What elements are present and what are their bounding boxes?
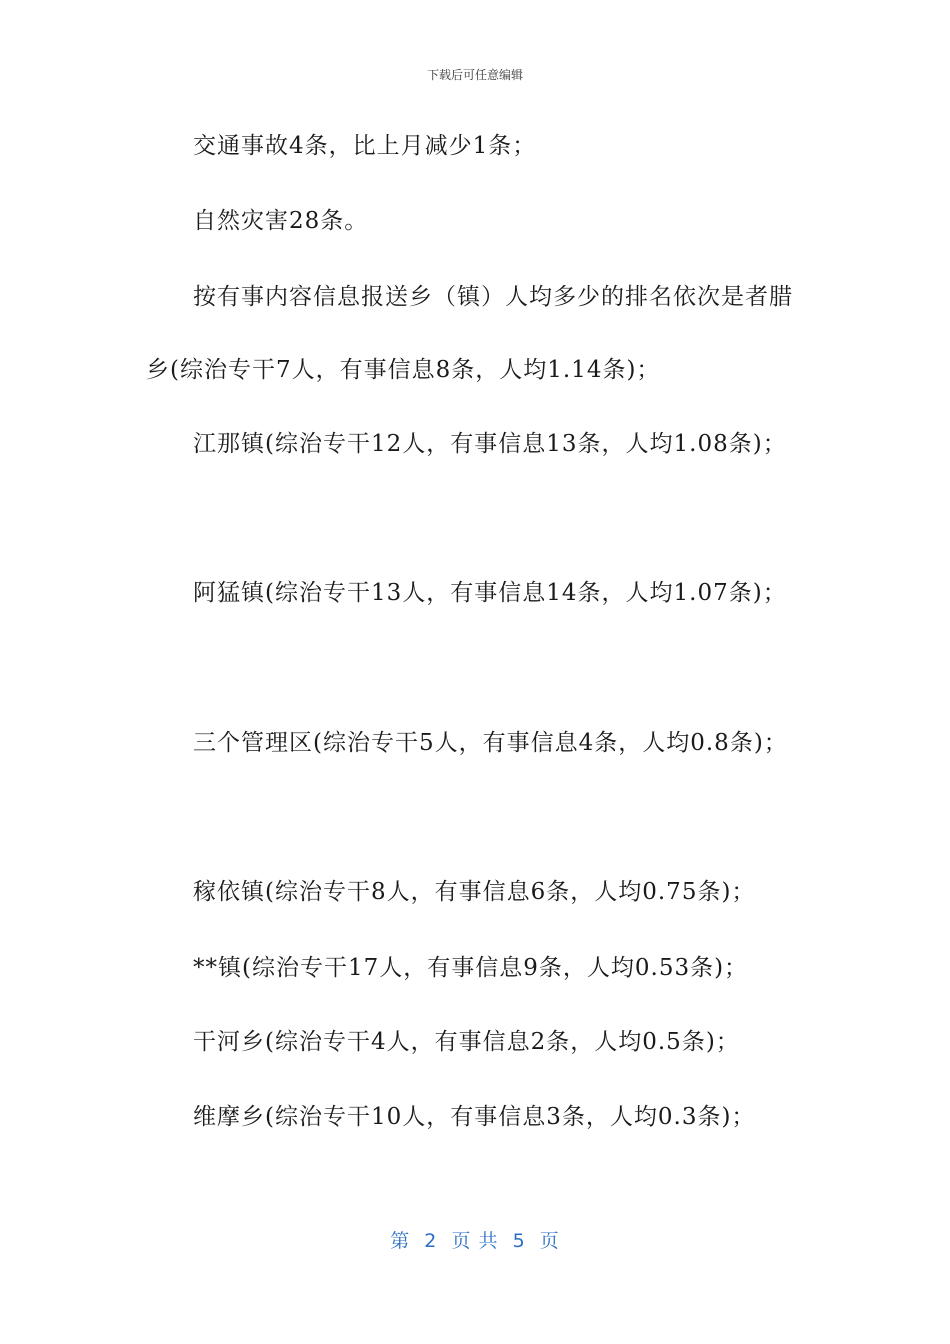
- paragraph-ganhe-township: 干河乡(综治专干4人，有事信息2条，人均0.5条)；: [193, 1029, 740, 1055]
- page-header: 下载后可任意编辑: [426, 68, 523, 82]
- paragraph-natural-disasters: 自然灾害28条。: [193, 208, 369, 234]
- paragraph-three-management-areas: 三个管理区(综治专干5人，有事信息4条，人均0.8条)；: [193, 730, 788, 756]
- paragraph-ranking-intro: 按有事内容信息报送乡（镇）人均多少的排名依次是者腊: [193, 284, 793, 310]
- paragraph-weimo-township: 维摩乡(综治专干10人，有事信息3条，人均0.3条)；: [193, 1104, 756, 1130]
- paragraph-ranking-intro-continued: 乡(综治专干7人，有事信息8条，人均1.14条)；: [146, 357, 661, 383]
- page-number-footer: 第 2 页 共 5 页: [390, 1230, 560, 1252]
- paragraph-jiayi-town: 稼依镇(综治专干8人，有事信息6条，人均0.75条)；: [193, 879, 756, 905]
- paragraph-traffic-accidents: 交通事故4条，比上月减少1条；: [193, 133, 537, 159]
- paragraph-jiangna-town: 江那镇(综治专干12人，有事信息13条，人均1.08条)；: [193, 431, 787, 457]
- paragraph-ameng-town: 阿猛镇(综治专干13人，有事信息14条，人均1.07条)；: [193, 580, 787, 606]
- paragraph-redacted-town: **镇(综治专干17人，有事信息9条，人均0.53条)；: [193, 955, 749, 981]
